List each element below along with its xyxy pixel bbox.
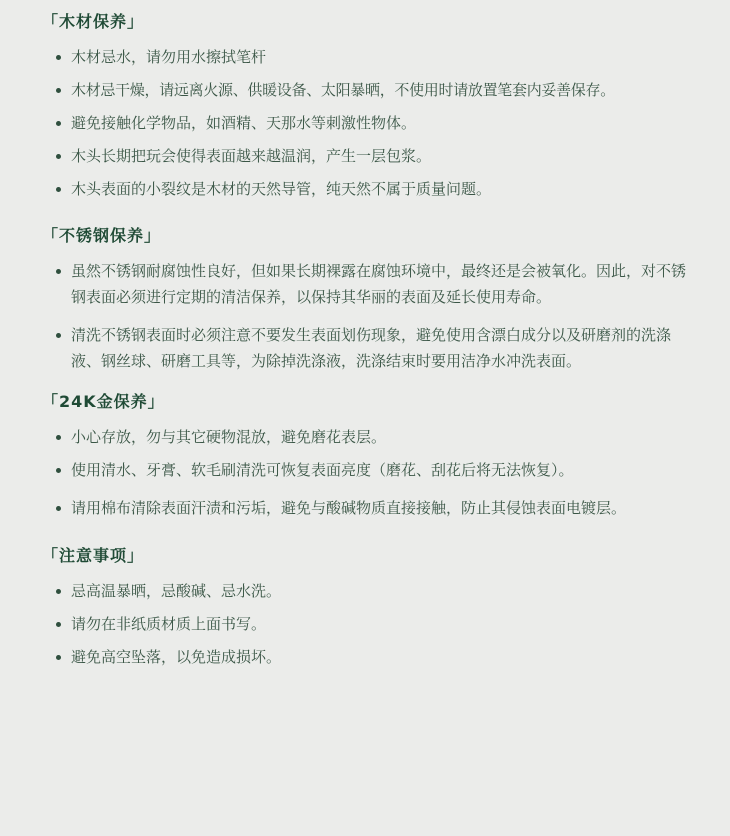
list-item (42, 611, 690, 637)
list-item-text: 请用棉布清除表面汗渍和污垢，避免与酸碱物质直接接触，防止其侵蚀表面电镀层。 (71, 499, 627, 517)
list-item-text: 避免高空坠落，以免造成损坏。 (71, 648, 282, 666)
list-item (42, 457, 690, 483)
stainless-steel-care-list (42, 258, 690, 374)
list-item (42, 176, 690, 202)
wood-care-section (42, 10, 690, 202)
bullet-icon (56, 506, 61, 511)
notes-section (42, 544, 690, 670)
bullet-icon (56, 655, 61, 660)
bullet-icon (56, 435, 61, 440)
bullet-icon (56, 121, 61, 126)
list-item-text: 木头长期把玩会使得表面越来越温润，产生一层包浆。 (71, 147, 432, 165)
bullet-icon (56, 187, 61, 192)
list-item (42, 424, 690, 450)
bullet-icon (56, 88, 61, 93)
section-title: 「不锈钢保养」 (42, 226, 162, 245)
list-item-text: 木材忌干燥，请远离火源、供暖设备、太阳暴晒，不使用时请放置笔套内妥善保存。 (71, 81, 615, 99)
list-item (42, 258, 690, 310)
gold-care-list (42, 424, 690, 526)
bullet-icon (56, 468, 61, 473)
list-item (42, 77, 690, 103)
list-item (42, 578, 690, 604)
bullet-icon (56, 269, 61, 274)
list-item-text: 木头表面的小裂纹是木材的天然导管，纯天然不属于质量问题。 (71, 180, 492, 198)
stainless-steel-care-section (42, 224, 690, 374)
list-item-text: 清洗不锈钢表面时必须注意不要发生表面划伤现象，避免使用含漂白成分以及研磨剂的洗涤液、钢丝球、研磨工具等，为除掉洗涤液，洗涤结束时要用洁净水冲洗表面。 (71, 326, 672, 370)
list-item (42, 644, 690, 670)
bullet-icon (56, 154, 61, 159)
list-item (42, 490, 690, 526)
list-item-text: 使用清水、牙膏、软毛刷清洗可恢复表面亮度（磨花、刮花后将无法恢复）。 (71, 461, 574, 479)
list-item-text: 虽然不锈钢耐腐蚀性良好，但如果长期裸露在腐蚀环境中，最终还是会被氧化。因此，对不锈钢表面必须进行定期的清洁保养，以保持其华丽的表面及延长使用寿命。 (71, 262, 687, 306)
wood-care-list (42, 44, 690, 202)
bullet-icon (56, 333, 61, 338)
section-title: 「注意事项」 (42, 546, 145, 565)
list-item-text: 避免接触化学物品，如酒精、天那水等刺激性物体。 (71, 114, 417, 132)
bullet-icon (56, 55, 61, 60)
list-item-text: 木材忌水，请勿用水擦拭笔杆 (71, 48, 267, 66)
bullet-icon (56, 589, 61, 594)
list-item (42, 44, 690, 70)
bullet-icon (56, 622, 61, 627)
list-item (42, 143, 690, 169)
list-item (42, 110, 690, 136)
notes-list (42, 578, 690, 670)
list-item-text: 请勿在非纸质材质上面书写。 (71, 615, 267, 633)
list-item (42, 322, 690, 374)
section-title: 「木材保养」 (42, 12, 145, 31)
list-item-text: 忌高温暴晒，忌酸碱、忌水洗。 (71, 582, 282, 600)
section-title: 「24K金保养」 (42, 392, 165, 411)
gold-care-section (42, 390, 690, 526)
list-item-text: 小心存放，勿与其它硬物混放，避免磨花表层。 (71, 428, 387, 446)
